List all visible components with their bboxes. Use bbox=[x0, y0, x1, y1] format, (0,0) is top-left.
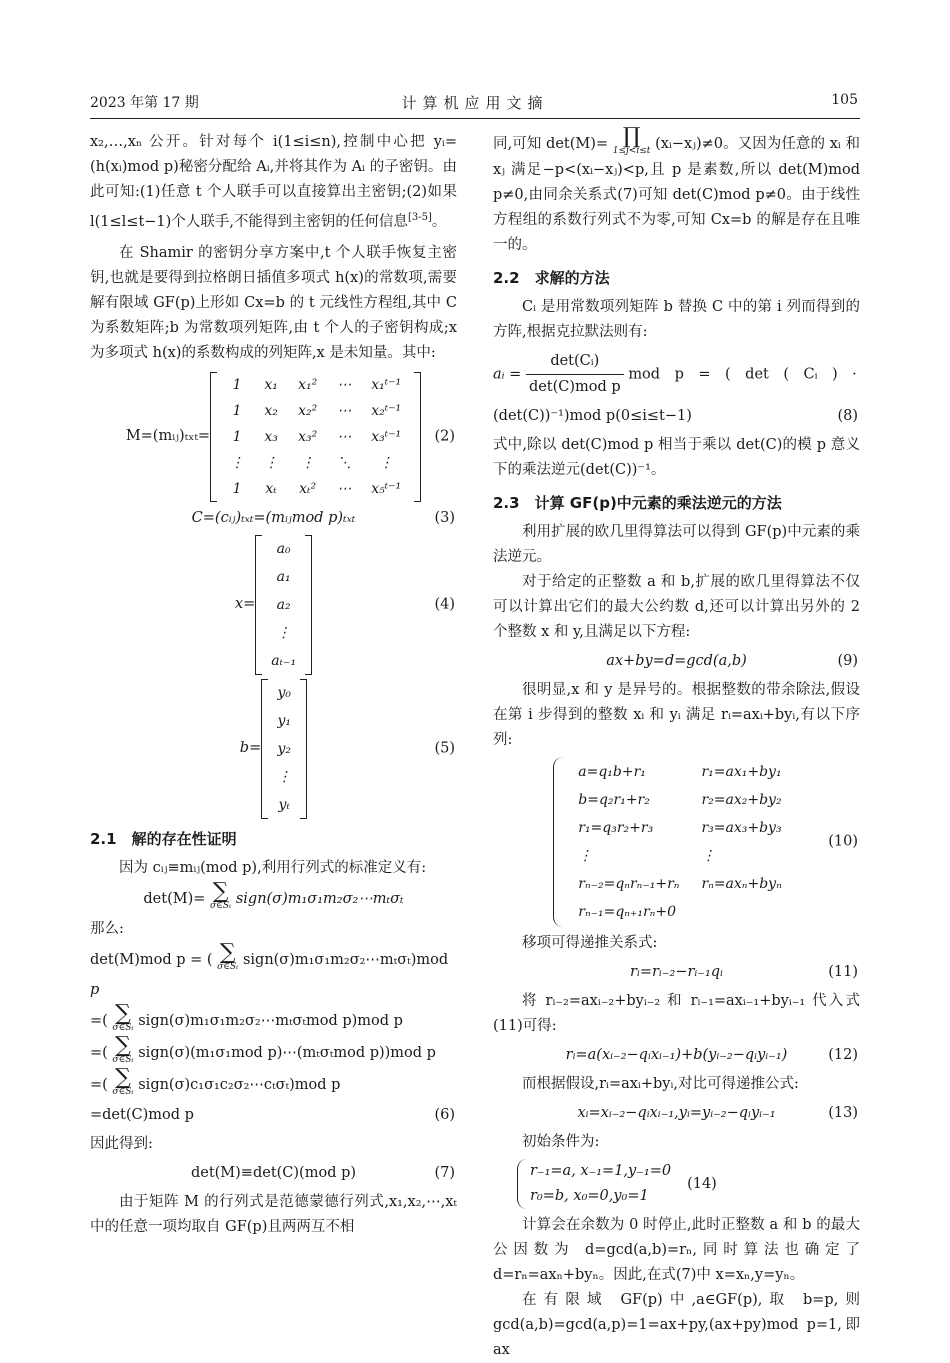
equation-13: xᵢ=xᵢ₋₂−qᵢxᵢ₋₁,yᵢ=yᵢ₋₂−qᵢyᵢ₋₁ (13) bbox=[493, 1101, 860, 1126]
derivation-line: =( ∑ σ∈Sₜ sign(σ)m₁σ₁m₂σ₂⋯mₜσₜmod p)mod p bbox=[90, 1000, 403, 1033]
matrix-row bbox=[265, 619, 302, 647]
equation-7: det(M)≡det(C)(mod p) (7) bbox=[90, 1161, 457, 1186]
case-cell: r₁=q₃r₂+r₃ bbox=[578, 820, 654, 836]
equation-number: (8) bbox=[837, 408, 858, 424]
citation: [3-5] bbox=[407, 212, 432, 223]
equation-4 bbox=[90, 535, 457, 675]
column-vector bbox=[261, 679, 307, 819]
derivation-line: =( ∑ σ∈Sₜ sign(σ)c₁σ₁c₂σ₂⋯cₜσₜ)mod p bbox=[90, 1064, 341, 1097]
paragraph: Cᵢ 是用常数项列矩阵 b 替换 C 中的第 i 列而得到的方阵,根据克拉默法则有: bbox=[493, 299, 860, 340]
vector-entry: a₀ bbox=[276, 540, 291, 557]
matrix-row bbox=[271, 735, 297, 763]
paragraph: 由于矩阵 M 的行列式是范德蒙德行列式,x₁,x₂,⋯,xₜ 中的任意一项均取自 GF(p)且两两互不相 bbox=[90, 1193, 457, 1235]
case-cell: b=q₂r₁+r₂ bbox=[578, 792, 650, 808]
matrix-row bbox=[265, 647, 302, 675]
matrix-row bbox=[265, 563, 302, 591]
paragraph: 因此得到: bbox=[90, 1135, 153, 1152]
case-system bbox=[553, 757, 800, 927]
matrix-row bbox=[568, 815, 792, 841]
matrix-cell: xₜ bbox=[265, 480, 277, 497]
equation-8-cont: (det(C))⁻¹)mod p(0≤i≤t−1) (8) bbox=[493, 404, 860, 429]
matrix-row bbox=[220, 476, 411, 502]
vector-entry: ⋮ bbox=[277, 768, 292, 785]
paragraph: 计算会在余数为 0 时停止,此时正整数 a 和 b 的最大公因数为 d=gcd(a,b)=rₙ,同时算法也确定了 d=rₙ=axₙ+byₙ。因此,在式(7)中 x=xₙ,y=yₙ。 bbox=[493, 1217, 860, 1283]
equation-6: =det(C)mod p (6) bbox=[90, 1103, 457, 1128]
case-cell: ⋮ bbox=[701, 848, 716, 864]
header-issue: 2023 年第 17 期 bbox=[90, 95, 199, 111]
derivation-line: det(M)mod p = ( ∑ σ∈Sₜ sign(σ)m₁σ₁m₂σ₂⋯mₜσₜ)mod bbox=[90, 939, 449, 972]
section-heading: 2.3 计算 GF(p)中元素的乘法逆元的方法 bbox=[493, 494, 782, 512]
case-cell: a=q₁b+r₁ bbox=[578, 764, 646, 780]
matrix-cell: 1 bbox=[232, 376, 242, 393]
matrix-row bbox=[271, 707, 297, 735]
paragraph: 初始条件为: bbox=[522, 1134, 600, 1150]
case-system: r₋₁=a, x₋₁=1,y₋₁=0 r₀=b, x₀=0,y₀=1 bbox=[517, 1159, 677, 1209]
equation-number: (11) bbox=[828, 964, 858, 980]
equation-lhs: b= bbox=[239, 740, 262, 757]
vector-entry: aₜ₋₁ bbox=[271, 652, 297, 669]
paragraph: 在 Shamir 的密钥分享方案中,t 个人联手恢复主密钥,也就是要得到拉格朗日插值多项式 h(x)的常数项,需要解有限域 GF(p)上形如 Cx=b 的 t 元线性方程组,其中 C 为系数矩阵;b 为常数项列矩阵,由 t 个人的子密钥构成;x 为多项式 h(x)的系数构成的列矩阵,x 是未知量。其中: bbox=[90, 244, 457, 361]
case-cell bbox=[691, 899, 791, 925]
equation-5 bbox=[90, 679, 457, 819]
column-vector bbox=[255, 535, 312, 675]
vector-entry: yₜ bbox=[278, 796, 290, 813]
equation-number: (5) bbox=[434, 740, 455, 757]
matrix-row bbox=[220, 450, 411, 476]
matrix-row bbox=[568, 899, 792, 925]
paragraph: 对于给定的正整数 a 和 b,扩展的欧几里得算法不仅可以计算出它们的最大公约数 d,还可以计算出另外的 2 个整数 x 和 y,且满足以下方程: bbox=[493, 574, 860, 640]
case-cell: ⋮ bbox=[578, 848, 593, 864]
matrix-cell: ⋮ bbox=[230, 454, 245, 471]
matrix-row bbox=[271, 679, 297, 707]
equation-12: rᵢ=a(xᵢ₋₂−qᵢxᵢ₋₁)+b(yᵢ₋₂−qᵢyᵢ₋₁) (12) bbox=[493, 1043, 860, 1068]
page-number: 105 bbox=[831, 92, 858, 108]
equation-number: (3) bbox=[434, 509, 455, 526]
paragraph: 利用扩展的欧几里得算法可以得到 GF(p)中元素的乘法逆元。 bbox=[493, 524, 860, 565]
vector-entry: y₂ bbox=[277, 740, 291, 757]
journal-title: 计算机应用文摘 bbox=[401, 94, 549, 112]
matrix-cell: x₃ᵗ⁻¹ bbox=[371, 428, 402, 445]
case-cell: rₙ₋₁=qₙ₊₁rₙ+0 bbox=[578, 904, 676, 920]
matrix-cell: x₅ᵗ⁻¹ bbox=[371, 480, 402, 497]
case-cell: r₃=ax₃+by₃ bbox=[701, 820, 782, 836]
matrix-cell: ⋮ bbox=[300, 454, 315, 471]
case-cell: r₁=ax₁+by₁ bbox=[701, 764, 782, 780]
matrix-cell: x₃² bbox=[298, 428, 318, 445]
vector-entry: y₁ bbox=[277, 712, 291, 729]
paragraph: 而根据假设,rᵢ=axᵢ+byᵢ,对比可得递推公式: bbox=[522, 1076, 799, 1092]
matrix-cell: x₂ᵗ⁻¹ bbox=[371, 402, 402, 419]
matrix-cell: ⋮ bbox=[379, 454, 394, 471]
matrix-cell: x₁ bbox=[264, 376, 278, 393]
equation-number: (12) bbox=[828, 1047, 858, 1063]
paragraph: 同,可知 det(M)= ∏ 1≤j<i≤t (xᵢ−xⱼ)≠0。又因为任意的 xᵢ 和 xⱼ 满足−p<(xᵢ−xⱼ)<p,且 p 是素数,所以 det(M)mod p≠0,由同余关系式(7)可知 det(C)mod p≠0。由于线性方程组的系数行列式不为零,可知 Cx=b 的解是存在且唯一的。 bbox=[493, 124, 861, 253]
matrix-row bbox=[568, 843, 792, 869]
equation-9: ax+by=d=gcd(a,b) (9) bbox=[493, 649, 860, 674]
paragraph: x₂,…,xₙ 公开。针对每个 i(1≤i≤n),控制中心把 yᵢ=(h(xᵢ)mod p)秘密分配给 Aᵢ,并将其作为 Aᵢ 的子密钥。由此可知:(1)任意 t 个人联手可以直接算出主密钥;(2)如果 l(1≤l≤t−1)个人联手,不能得到主密钥的任何信息[3-5]。 bbox=[90, 134, 457, 230]
section-heading: 2.1 解的存在性证明 bbox=[90, 829, 237, 848]
matrix-row bbox=[265, 591, 302, 619]
matrix-cell: ⋯ bbox=[337, 402, 352, 419]
matrix-cell: ⋯ bbox=[337, 376, 352, 393]
section-heading: 2.2 求解的方法 bbox=[493, 269, 610, 287]
equation-number: (13) bbox=[828, 1105, 858, 1121]
equation-11: rᵢ=rᵢ₋₂−rᵢ₋₁qᵢ (11) bbox=[493, 960, 860, 985]
matrix-cell: xₜ² bbox=[299, 480, 317, 497]
matrix-row bbox=[568, 759, 792, 785]
matrix-row bbox=[220, 424, 411, 450]
derivation-line: p bbox=[90, 981, 100, 998]
equation-number: (10) bbox=[828, 833, 858, 850]
matrix-cell: ⋯ bbox=[337, 428, 352, 445]
matrix-row bbox=[220, 398, 411, 424]
equation-number: (9) bbox=[837, 653, 858, 669]
matrix-row bbox=[220, 372, 411, 398]
matrix-cell: x₂ bbox=[264, 402, 278, 419]
matrix-row bbox=[568, 787, 792, 813]
matrix-row bbox=[271, 763, 297, 791]
matrix-row bbox=[265, 535, 302, 563]
paragraph: 因为 cᵢⱼ≡mᵢⱼ(mod p),利用行列式的标准定义有: bbox=[119, 859, 427, 876]
header-rule bbox=[90, 118, 860, 119]
matrix bbox=[210, 372, 421, 502]
equation-number: (14) bbox=[687, 1175, 717, 1192]
case-cell: rₙ=axₙ+byₙ bbox=[701, 876, 782, 892]
derivation-line: =( ∑ σ∈Sₜ sign(σ)(m₁σ₁mod p)⋯(mₜσₜmod p))mod p bbox=[90, 1032, 436, 1065]
matrix-row bbox=[271, 791, 297, 819]
equation-lhs: M=(mᵢⱼ)ₜₓₜ= bbox=[125, 428, 211, 445]
paragraph: 在有限域 GF(p)中,a∈GF(p),取 b=p,则 gcd(a,b)=gcd(a,p)=1=ax+py,(ax+py)mod p=1,即 ax bbox=[493, 1292, 860, 1358]
matrix-cell: x₃ bbox=[264, 428, 278, 445]
equation-14 bbox=[493, 1159, 860, 1209]
equation-lhs: x= bbox=[234, 596, 256, 613]
matrix-cell: ⋱ bbox=[337, 454, 352, 471]
equation-10 bbox=[493, 757, 860, 927]
matrix-cell: ⋯ bbox=[337, 480, 352, 497]
vector-entry: ⋮ bbox=[276, 624, 291, 641]
paragraph: 将 rᵢ₋₂=axᵢ₋₂+byᵢ₋₂ 和 rᵢ₋₁=axᵢ₋₁+byᵢ₋₁ 代入式(11)可得: bbox=[493, 993, 860, 1034]
paragraph: 式中,除以 det(C)mod p 相当于乘以 det(C)的模 p 意义下的乘法逆元(det(C))⁻¹。 bbox=[493, 437, 860, 478]
matrix-cell: x₁² bbox=[298, 376, 318, 393]
equation-2 bbox=[90, 372, 457, 502]
matrix-cell: 1 bbox=[232, 428, 242, 445]
paragraph: 很明显,x 和 y 是异号的。根据整数的带余除法,假设在第 i 步得到的整数 xᵢ 和 yᵢ 满足 rᵢ=axᵢ+byᵢ,有以下序列: bbox=[493, 682, 860, 748]
right-column bbox=[493, 124, 861, 1363]
equation-3: C=(cᵢⱼ)ₜₓₜ=(mᵢⱼmod p)ₜₓₜ (3) bbox=[90, 506, 457, 531]
equation-number: (2) bbox=[434, 428, 455, 445]
matrix-cell: 1 bbox=[232, 480, 242, 497]
vector-entry: a₂ bbox=[276, 596, 291, 613]
equation-number: (4) bbox=[434, 596, 455, 613]
paragraph: 移项可得递推关系式: bbox=[522, 935, 658, 951]
matrix-cell: x₂² bbox=[298, 402, 318, 419]
matrix-cell: x₁ᵗ⁻¹ bbox=[371, 376, 402, 393]
equation-8: aᵢ = $\frac{\text{det(Cᵢ)}}{\text{det(C)mod p}}$ mod p = ( det ( Cᵢ ) · bbox=[493, 349, 860, 400]
left-column bbox=[90, 130, 457, 1240]
matrix-cell: 1 bbox=[232, 402, 242, 419]
paragraph: 那么: bbox=[90, 920, 124, 937]
case-cell: rₙ₋₂=qₙrₙ₋₁+rₙ bbox=[578, 876, 680, 892]
case-cell: r₂=ax₂+by₂ bbox=[701, 792, 782, 808]
det-definition: det(M)= ∑ σ∈Sₜ sign(σ)m₁σ₁m₂σ₂⋯mₜσₜ bbox=[143, 878, 404, 911]
matrix-cell: ⋮ bbox=[264, 454, 279, 471]
matrix-row bbox=[568, 871, 792, 897]
vector-entry: y₀ bbox=[277, 684, 291, 701]
vector-entry: a₁ bbox=[276, 568, 291, 585]
equation-number: (7) bbox=[434, 1164, 455, 1181]
equation-number: (6) bbox=[434, 1106, 455, 1123]
